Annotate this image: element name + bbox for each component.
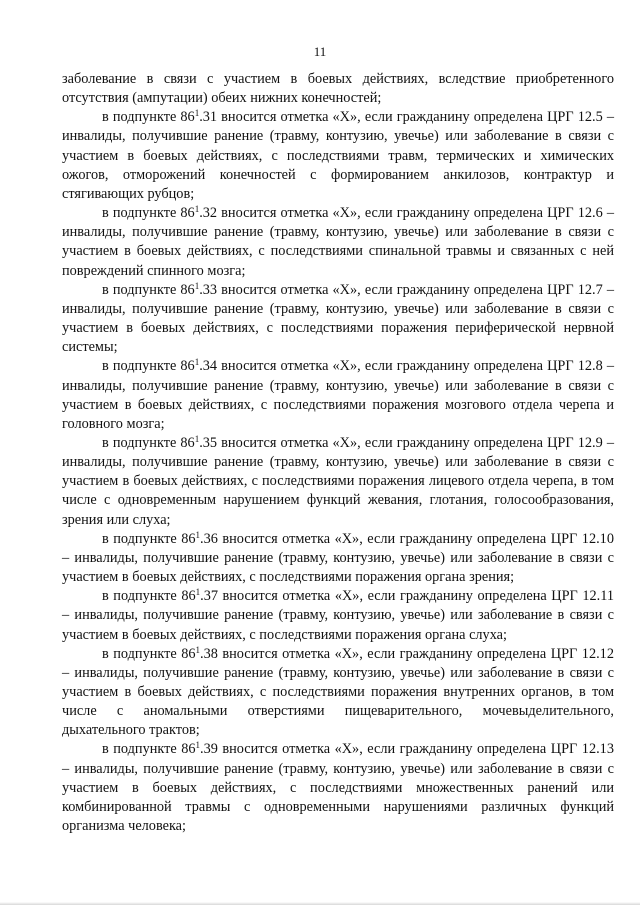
paragraph-86-1-35: в подпункте $86^1.35$ вносится отметка «Х», если гражданину определена ЦРГ 12.9 – инвалиды, получившие ранение (травму, контузию, увечье) или заболевание в связи с участием в боевых действиях, с последствиями поражения лицевого отдела черепа, в том числе с одновременным нарушением функций жевания, глотания, голосообразования, зрения или слуха; <box>62 433 614 528</box>
page-number: 11 <box>313 44 327 59</box>
paragraph-86-1-36: в подпункте $86^1.36$ вносится отметка «Х», если гражданину определена ЦРГ 12.10 – инвалиды, получившие ранение (травму, контузию, увечье) или заболевание в связи с участием в боевых действиях, с последствиями поражения органа зрения; <box>62 529 614 586</box>
document-body <box>62 70 614 836</box>
paragraph-86-1-33: в подпункте $86^1.33$ вносится отметка «Х», если гражданину определена ЦРГ 12.7 – инвалиды, получившие ранение (травму, контузию, увечье) или заболевание в связи с участием в боевых действиях, с последствиями поражения периферической нервной системы; <box>62 280 614 356</box>
paragraph-86-1-38: в подпункте $86^1.38$ вносится отметка «Х», если гражданину определена ЦРГ 12.12 – инвалиды, получившие ранение (травму, контузию, увечье) или заболевание в связи с участием в боевых действиях, с последствиями поражения внутренних органов, в том числе с аномальными отверстиями пищеварительного, мочевыделительного, дыхательного трактов; <box>62 644 614 739</box>
paragraph-86-1-39: в подпункте $86^1.39$ вносится отметка «Х», если гражданину определена ЦРГ 12.13 – инвалиды, получившие ранение (травму, контузию, увечье) или заболевание в связи с участием в боевых действиях, с последствиями множественных ранений или комбинированной травмы с одновременными нарушениями различных функций организма человека; <box>62 740 614 835</box>
continuation-paragraph: заболевание в связи с участием в боевых действиях, вследствие приобретенного отсутствия (ампутации) обеих нижних конечностей; <box>62 71 614 107</box>
paragraph-86-1-37: в подпункте $86^1.37$ вносится отметка «Х», если гражданину определена ЦРГ 12.11 – инвалиды, получившие ранение (травму, контузию, увечье) или заболевание в связи с участием в боевых действиях, с последствиями поражения органа слуха; <box>62 587 614 643</box>
paragraph-86-1-31: в подпункте $86^1.31$ вносится отметка «Х», если гражданину определена ЦРГ 12.5 – инвалиды, получившие ранение (травму, контузию, увечье) или заболевание в связи с участием в боевых действиях, с последствиями травм, термических и химических ожогов, отморожений конечностей с формированием анкилозов, контрактур и стягивающих рубцов; <box>62 108 614 202</box>
paragraph-86-1-34: в подпункте $86^1.34$ вносится отметка «Х», если гражданину определена ЦРГ 12.8 – инвалиды, получившие ранение (травму, контузию, увечье) или заболевание в связи с участием в боевых действиях, с последствиями поражения мозгового отдела черепа и головного мозга; <box>62 357 614 432</box>
paragraph-86-1-32: в подпункте $86^1.32$ вносится отметка «Х», если гражданину определена ЦРГ 12.6 – инвалиды, получившие ранение (травму, контузию, увечье) или заболевание в связи с участием в боевых действиях, с последствиями спинальной травмы и связанных с ней повреждений спинного мозга; <box>62 204 614 279</box>
